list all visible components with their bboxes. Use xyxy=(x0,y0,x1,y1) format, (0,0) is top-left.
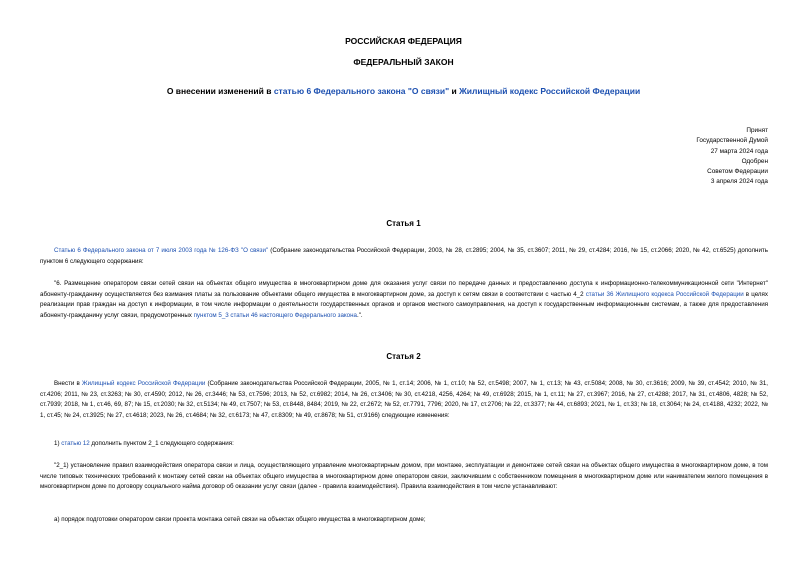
article-1-p2-text2: в целях реализации прав граждан на доступ к информации, в том числе информации о деятельности государственных органов и органов местного самоуправления, на доступ к государственным информационным системам, а также для предоставления абоненту-гражданину услуг связи, предусмотренных xyxy=(40,290,768,319)
adoption-block xyxy=(696,126,768,188)
article-2-paragraph-4: а) порядок подготовки оператором связи проекта монтажа сетей связи на объектах общего имущества в многоквартирном доме; xyxy=(54,516,426,523)
approved-date: 3 апреля 2024 года xyxy=(710,178,768,186)
article-2-p1-text: (Собрание законодательства Российской Федерации, 2005, № 1, ст.14; 2006, № 1, ст.10; № 52, ст.5498; 2007, № 1, ст.13; № 43, ст.5084; 2008, № 30, ст.3616; 2009, № 39, ст.4542; 2010, № 31, ст.4206; 2011, № 23, ст.3263; № 30, ст.4590; 2012, № 26, ст.3446; № 53, ст.7596; 2013, № 52, ст.6982; 2014, № 26, ст.3406; № 30, ст.4218, 4256, 4264; № 49, ст.6928; 2015, № 1, ст.11; № 27, ст.3967; 2016, № 27, ст.4288; 2017, № 31, ст.4806, 4828; № 52, ст.7939; 2018, № 1, ст.46, 69, 87; № 15, ст.2030; № 32, ст.5134; № 49, ст.7507; № 53, ст.8448, 8484; 2019, № 22, ст.2672; № 52, ст.7791, 7796; 2020, № 17, ст.2706; № 22, ст.3377; № 44, ст.6893; 2021, № 1, ст.33; № 18, ст.3064; № 24, ст.4188, 4232; 2022, № 1, ст.45; № 24, ст.3925; № 27, ст.4618; 2023, № 26, ст.4684; № 32, ст.6173; № 47, ст.8309; № 49, ст.8678; № 51, ст.9166) следующие изменения: xyxy=(40,380,768,419)
article-2-heading: Статья 2 xyxy=(386,352,421,361)
article-1-paragraph-1 xyxy=(40,246,768,267)
article-1-p2-end: .". xyxy=(356,311,363,319)
country-heading: РОССИЙСКАЯ ФЕДЕРАЦИЯ xyxy=(345,36,462,46)
article-1-heading: Статья 1 xyxy=(386,219,421,228)
article-1-p2-text: "6. Размещение оператором связи сетей связи на объектах общего имущества в многоквартирном доме для оказания услуг связи по передаче данных и предоставлению доступа к информационно-телекоммуникационной сети "Интернет" абоненту-гражданину осуществляется без взимания платы за пользование объектами общего имущества в многоквартирном доме, за доступ к сетям связи в соответствии с частью 4_2 xyxy=(40,280,768,298)
title-middle: и xyxy=(449,86,460,96)
article-2-paragraph-1 xyxy=(40,379,768,421)
article-2-p1-prefix: Внести в xyxy=(54,380,82,387)
law-type-heading: ФЕДЕРАЛЬНЫЙ ЗАКОН xyxy=(353,57,454,67)
title-link-svyazi[interactable]: статью 6 Федерального закона "О связи" xyxy=(273,86,450,96)
article-2-p2-text: дополнить пунктом 2_1 следующего содержания: xyxy=(89,440,234,447)
article-1-p1-text: (Собрание законодательства Российской Федерации, 2003, № 28, ст.2895; 2004, № 35, ст.3607; 2011, № 29, ст.4284; 2016, № 15, ст.2066; 2020, № 42, ст.6525) дополнить пунктом 6 следующего содержания: xyxy=(40,247,768,265)
law-title xyxy=(0,86,807,96)
article-1-link-art36[interactable]: статьи 36 Жилищного кодекса Российской Федерации xyxy=(585,290,744,298)
title-link-housing-code[interactable]: Жилищный кодекс Российской Федерации xyxy=(459,86,641,96)
article-2-p2-prefix: 1) xyxy=(54,440,62,447)
article-2-paragraph-3: "2_1) установление правил взаимодействия оператора связи и лица, осуществляющего управление многоквартирным домом, при монтаже, эксплуатации и демонтаже сетей связи на объектах общего имущества в многоквартирном доме, в том числе типовых технических требований к монтажу сетей связи на объектах общего имущества в многоквартирном доме оператором связи, заключившим с собственником помещения в многоквартирном доме или нанимателем жилого помещения в многоквартирном доме по договору социального найма договор об оказании услуг связи (далее - правила взаимодействия). Правила взаимодействия в том числе устанавливают: xyxy=(40,462,768,491)
article-1-paragraph-2 xyxy=(40,279,768,321)
article-1-link-law[interactable]: Статью 6 Федерального закона от 7 июля 2003 года № 126-ФЗ "О связи" xyxy=(54,247,269,254)
article-2-link-housing-code[interactable]: Жилищный кодекс Российской Федерации xyxy=(81,380,206,387)
article-1-link-art46[interactable]: пунктом 5_3 статьи 46 настоящего Федерального закона xyxy=(193,311,357,319)
adopted-body: Государственной Думой xyxy=(696,137,768,145)
title-prefix: О внесении изменений в xyxy=(166,86,274,96)
article-2-link-art12[interactable]: статью 12 xyxy=(61,440,90,447)
article-2-paragraph-2 xyxy=(40,439,768,450)
adopted-label: Принят xyxy=(746,127,768,134)
adopted-date: 27 марта 2024 года xyxy=(710,147,768,155)
approved-body: Советом Федерации xyxy=(707,168,768,176)
approved-label: Одобрен xyxy=(741,157,768,165)
